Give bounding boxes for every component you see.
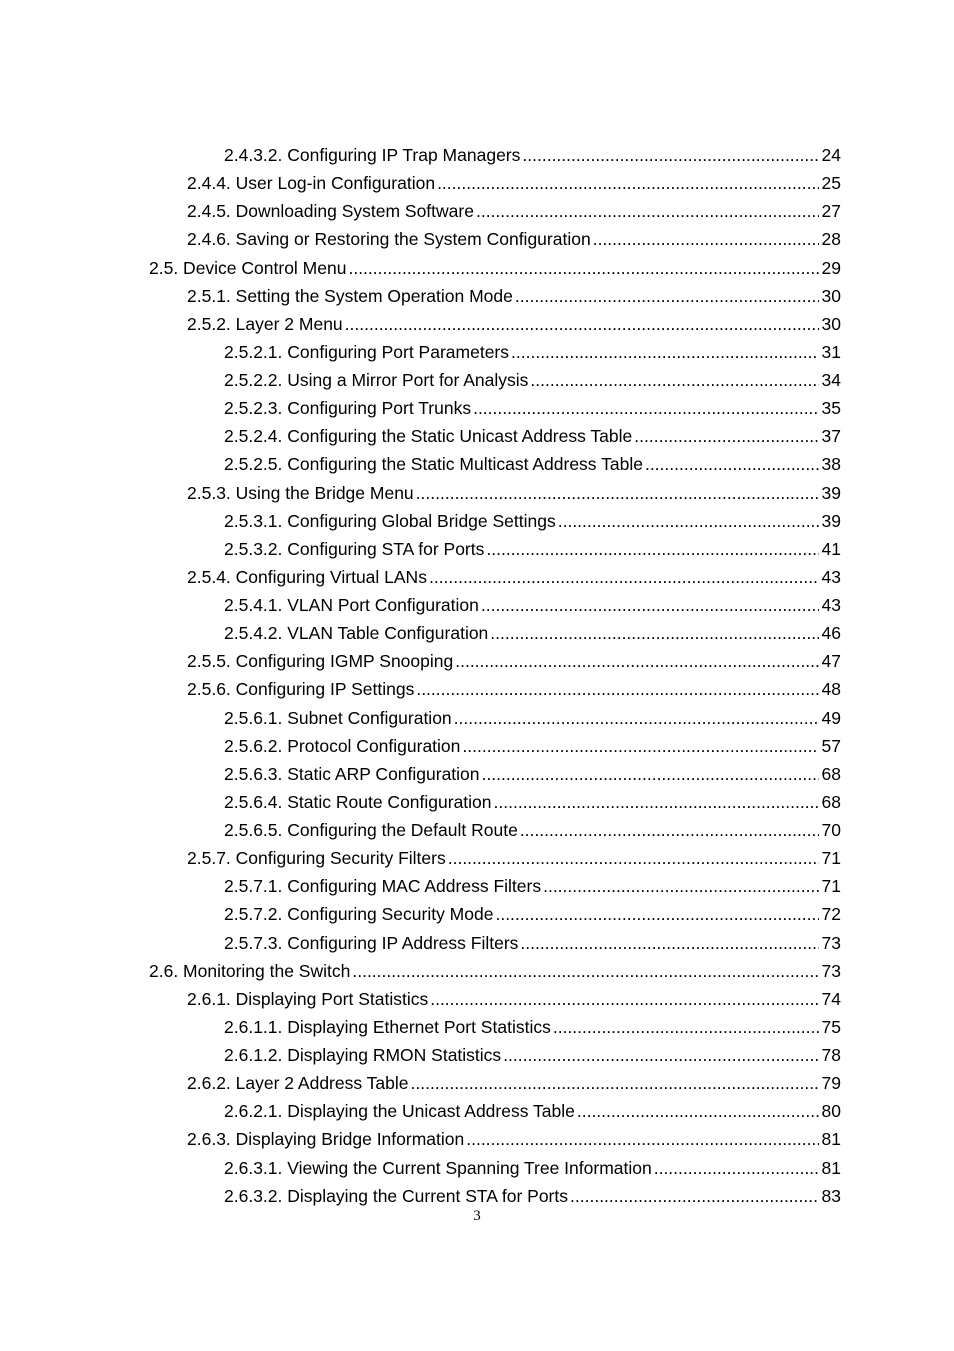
toc-dot-leader (462, 732, 818, 760)
toc-entry-page: 70 (821, 820, 841, 841)
toc-entry-title: 2.5.4.1. VLAN Port Configuration (224, 595, 479, 616)
toc-entry-page: 74 (821, 988, 841, 1009)
table-of-contents (0, 141, 954, 1210)
toc-entry-page: 39 (821, 482, 841, 503)
toc-entry-title: 2.5.3. Using the Bridge Menu (187, 482, 414, 503)
toc-entry-title: 2.6.2.1. Displaying the Unicast Address Table (224, 1101, 575, 1122)
toc-entry-page: 79 (821, 1073, 841, 1094)
toc-entry[interactable] (0, 197, 954, 225)
toc-entry-title: 2.5.7.3. Configuring IP Address Filters (224, 932, 519, 953)
toc-entry-page: 47 (821, 651, 841, 672)
toc-entry-title: 2.5.6.5. Configuring the Default Route (224, 820, 518, 841)
toc-entry-title: 2.6.1. Displaying Port Statistics (187, 988, 429, 1009)
toc-dot-leader (522, 141, 818, 169)
toc-entry-title: 2.5.4. Configuring Virtual LANs (187, 566, 427, 587)
toc-entry-page: 71 (821, 876, 841, 897)
toc-entry-title: 2.4.5. Downloading System Software (187, 201, 474, 222)
toc-entry-page: 75 (821, 1016, 841, 1037)
toc-entry-title: 2.5.6.2. Protocol Configuration (224, 735, 461, 756)
toc-dot-leader (654, 1154, 819, 1182)
toc-entry[interactable] (0, 929, 954, 957)
toc-entry[interactable] (0, 422, 954, 450)
toc-entry-title: 2.6.2. Layer 2 Address Table (187, 1073, 409, 1094)
toc-entry[interactable] (0, 844, 954, 872)
toc-entry-title: 2.5.7. Configuring Security Filters (187, 848, 446, 869)
toc-entry-page: 31 (821, 341, 841, 362)
toc-dot-leader (454, 704, 819, 732)
toc-entry-title: 2.5.2.3. Configuring Port Trunks (224, 398, 472, 419)
toc-dot-leader (520, 816, 819, 844)
toc-entry-title: 2.6.3. Displaying Bridge Information (187, 1129, 465, 1150)
toc-entry[interactable] (0, 1069, 954, 1097)
toc-entry[interactable] (0, 1125, 954, 1153)
toc-entry-page: 28 (821, 229, 841, 250)
toc-dot-leader (503, 1041, 818, 1069)
toc-entry[interactable] (0, 788, 954, 816)
toc-entry[interactable] (0, 141, 954, 169)
toc-entry-page: 24 (821, 145, 841, 166)
toc-entry[interactable] (0, 1154, 954, 1182)
toc-dot-leader (494, 788, 819, 816)
toc-dot-leader (558, 507, 819, 535)
toc-dot-leader (348, 254, 818, 282)
toc-entry-title: 2.5.6.4. Static Route Configuration (224, 791, 492, 812)
toc-entry[interactable] (0, 619, 954, 647)
toc-entry[interactable] (0, 591, 954, 619)
toc-entry-page: 25 (821, 173, 841, 194)
toc-dot-leader (593, 225, 819, 253)
toc-entry-page: 38 (821, 454, 841, 475)
toc-entry-page: 46 (821, 623, 841, 644)
toc-entry-page: 81 (821, 1157, 841, 1178)
toc-entry-page: 30 (821, 285, 841, 306)
toc-entry-title: 2.5.2.4. Configuring the Static Unicast Address Table (224, 426, 633, 447)
toc-dot-leader (482, 760, 819, 788)
toc-entry-page: 30 (821, 313, 841, 334)
toc-entry-title: 2.5.3.2. Configuring STA for Ports (224, 538, 485, 559)
toc-dot-leader (634, 422, 818, 450)
toc-entry[interactable] (0, 563, 954, 591)
toc-entry[interactable] (0, 225, 954, 253)
toc-entry[interactable] (0, 732, 954, 760)
toc-entry-page: 81 (821, 1129, 841, 1150)
toc-entry-title: 2.6.3.1. Viewing the Current Spanning Tree Information (224, 1157, 652, 1178)
toc-entry[interactable] (0, 1041, 954, 1069)
toc-dot-leader (430, 985, 818, 1013)
toc-entry[interactable] (0, 704, 954, 732)
toc-dot-leader (455, 647, 818, 675)
toc-dot-leader (437, 169, 818, 197)
toc-dot-leader (416, 675, 818, 703)
toc-entry-title: 2.5.5. Configuring IGMP Snooping (187, 651, 454, 672)
toc-dot-leader (345, 310, 819, 338)
toc-entry-page: 73 (821, 932, 841, 953)
toc-entry-title: 2.5.2.5. Configuring the Static Multicast Address Table (224, 454, 643, 475)
toc-dot-leader (490, 619, 818, 647)
toc-entry-page: 43 (821, 595, 841, 616)
toc-dot-leader (511, 338, 819, 366)
toc-entry-title: 2.5.2. Layer 2 Menu (187, 313, 343, 334)
toc-entry[interactable] (0, 675, 954, 703)
toc-entry[interactable] (0, 338, 954, 366)
toc-entry[interactable] (0, 816, 954, 844)
toc-dot-leader (553, 1013, 819, 1041)
toc-entry-title: 2.5. Device Control Menu (149, 257, 347, 278)
toc-entry-title: 2.5.6.1. Subnet Configuration (224, 707, 452, 728)
toc-dot-leader (645, 450, 819, 478)
toc-entry-title: 2.5.3.1. Configuring Global Bridge Settings (224, 510, 556, 531)
toc-entry-title: 2.6.1.2. Displaying RMON Statistics (224, 1045, 502, 1066)
toc-entry[interactable] (0, 1182, 954, 1210)
toc-dot-leader (486, 535, 818, 563)
toc-entry[interactable] (0, 957, 954, 985)
toc-entry-title: 2.4.3.2. Configuring IP Trap Managers (224, 145, 521, 166)
toc-entry-title: 2.5.2.2. Using a Mirror Port for Analysis (224, 370, 529, 391)
toc-dot-leader (520, 929, 818, 957)
toc-dot-leader (495, 900, 818, 928)
toc-entry[interactable] (0, 1013, 954, 1041)
toc-dot-leader (466, 1125, 818, 1153)
toc-dot-leader (570, 1182, 819, 1210)
toc-entry-page: 37 (821, 426, 841, 447)
toc-entry-page: 83 (821, 1185, 841, 1206)
toc-entry-title: 2.4.4. User Log-in Configuration (187, 173, 436, 194)
toc-entry-page: 43 (821, 566, 841, 587)
toc-dot-leader (473, 394, 818, 422)
toc-entry-title: 2.5.1. Setting the System Operation Mode (187, 285, 513, 306)
toc-entry[interactable] (0, 282, 954, 310)
toc-entry-title: 2.4.6. Saving or Restoring the System Configuration (187, 229, 591, 250)
toc-entry-title: 2.6.1.1. Displaying Ethernet Port Statistics (224, 1016, 551, 1037)
toc-entry-page: 29 (821, 257, 841, 278)
toc-dot-leader (352, 957, 818, 985)
toc-dot-leader (448, 844, 819, 872)
toc-entry[interactable] (0, 394, 954, 422)
toc-entry[interactable] (0, 366, 954, 394)
toc-entry[interactable] (0, 872, 954, 900)
toc-entry-page: 35 (821, 398, 841, 419)
toc-entry[interactable] (0, 479, 954, 507)
toc-dot-leader (577, 1097, 819, 1125)
toc-entry[interactable] (0, 535, 954, 563)
toc-dot-leader (411, 1069, 819, 1097)
toc-entry-title: 2.5.2.1. Configuring Port Parameters (224, 341, 510, 362)
toc-entry-title: 2.5.7.2. Configuring Security Mode (224, 904, 494, 925)
toc-entry-title: 2.5.6.3. Static ARP Configuration (224, 763, 480, 784)
toc-entry[interactable] (0, 1097, 954, 1125)
toc-entry[interactable] (0, 900, 954, 928)
toc-entry-page: 68 (821, 763, 841, 784)
toc-entry-page: 41 (821, 538, 841, 559)
toc-dot-leader (481, 591, 819, 619)
toc-entry-title: 2.6. Monitoring the Switch (149, 960, 351, 981)
toc-entry-page: 71 (821, 848, 841, 869)
toc-entry-page: 72 (821, 904, 841, 925)
toc-entry-title: 2.5.6. Configuring IP Settings (187, 679, 415, 700)
toc-dot-leader (515, 282, 819, 310)
toc-dot-leader (416, 479, 819, 507)
toc-entry-page: 48 (821, 679, 841, 700)
toc-entry[interactable] (0, 647, 954, 675)
toc-entry-page: 78 (821, 1045, 841, 1066)
toc-entry[interactable] (0, 254, 954, 282)
toc-dot-leader (530, 366, 818, 394)
toc-entry-page: 39 (821, 510, 841, 531)
toc-entry-page: 73 (821, 960, 841, 981)
toc-entry-page: 57 (821, 735, 841, 756)
toc-entry[interactable] (0, 760, 954, 788)
toc-entry[interactable] (0, 169, 954, 197)
toc-dot-leader (429, 563, 819, 591)
toc-entry-page: 49 (821, 707, 841, 728)
toc-entry-page: 80 (821, 1101, 841, 1122)
toc-entry-page: 27 (821, 201, 841, 222)
toc-entry-page: 34 (821, 370, 841, 391)
toc-entry-title: 2.6.3.2. Displaying the Current STA for Ports (224, 1185, 569, 1206)
toc-entry[interactable] (0, 450, 954, 478)
toc-entry[interactable] (0, 507, 954, 535)
toc-entry-title: 2.5.7.1. Configuring MAC Address Filters (224, 876, 542, 897)
toc-entry[interactable] (0, 985, 954, 1013)
toc-entry-title: 2.5.4.2. VLAN Table Configuration (224, 623, 489, 644)
page-number: 3 (473, 1208, 481, 1224)
toc-entry-page: 68 (821, 791, 841, 812)
toc-dot-leader (476, 197, 819, 225)
toc-dot-leader (543, 872, 818, 900)
toc-entry[interactable] (0, 310, 954, 338)
